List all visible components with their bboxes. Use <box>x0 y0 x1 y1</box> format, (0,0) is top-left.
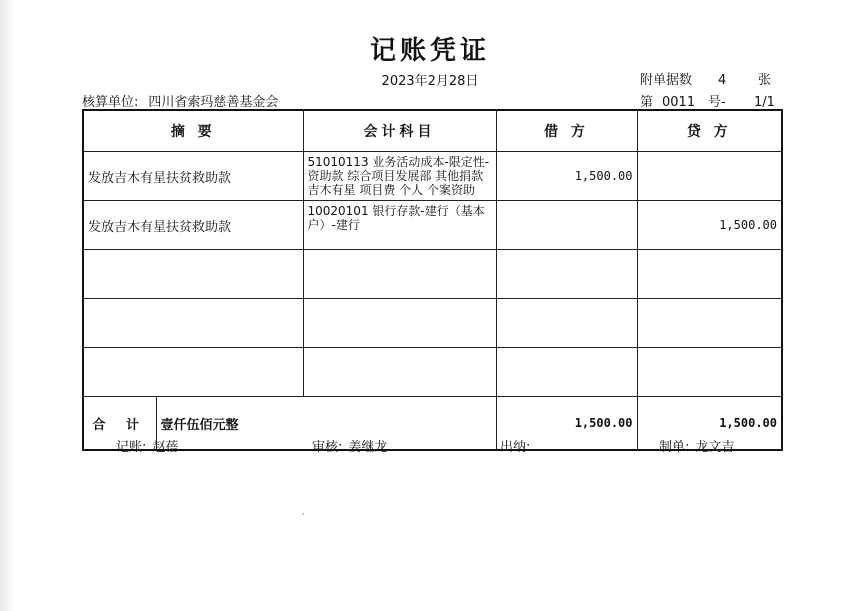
bookkeeper-label: 记账: <box>116 440 147 455</box>
total-credit: 1,500.00 <box>637 397 782 451</box>
row-account <box>303 348 496 397</box>
table-row <box>83 348 782 397</box>
attachments-number: 4 <box>718 73 727 88</box>
footer-preparer <box>659 436 734 455</box>
row-credit <box>637 152 782 201</box>
voucher-no: 0011 <box>662 95 696 110</box>
attachments-count <box>640 69 771 88</box>
row-debit <box>496 250 637 299</box>
reviewer-name: 姜继龙 <box>348 440 388 455</box>
row-summary <box>83 348 303 397</box>
row-summary: 发放吉木有星扶贫救助款 <box>83 152 303 201</box>
voucher-title: 记账凭证 <box>369 36 490 66</box>
header-credit: 贷 方 <box>637 110 782 152</box>
voucher-suffix: 号- <box>708 95 726 110</box>
row-account <box>303 299 496 348</box>
row-debit <box>496 348 637 397</box>
row-debit <box>496 299 637 348</box>
scan-speck <box>302 513 304 515</box>
ledger-table <box>82 109 783 451</box>
row-debit: 1,500.00 <box>496 152 637 201</box>
attachments-label: 附单据数 <box>640 73 693 88</box>
cashier-label: 出纳: <box>500 440 531 455</box>
table-row <box>83 201 782 250</box>
header-summary: 摘 要 <box>83 110 303 152</box>
voucher-prefix: 第 <box>640 95 654 110</box>
header-account: 会计科目 <box>303 110 496 152</box>
row-credit: 1,500.00 <box>637 201 782 250</box>
scan-edge-shadow <box>0 0 14 611</box>
row-debit <box>496 201 637 250</box>
accounting-unit <box>82 91 278 110</box>
accounting-unit-name: 四川省索玛慈善基金会 <box>148 95 279 110</box>
voucher-page: 1/1 <box>754 95 775 110</box>
voucher-number <box>640 91 775 110</box>
row-summary <box>83 299 303 348</box>
table-row <box>83 152 782 201</box>
row-credit <box>637 250 782 299</box>
row-account: 51010113 业务活动成本-限定性-资助款 综合项目发展部 其他捐款 吉木有星 项目费 个人 个案资助 <box>303 152 496 201</box>
row-summary <box>83 250 303 299</box>
footer-reviewer <box>312 436 387 455</box>
table-row <box>83 250 782 299</box>
attachments-unit: 张 <box>758 73 772 88</box>
row-credit <box>637 299 782 348</box>
header-debit: 借 方 <box>496 110 637 152</box>
total-label: 合 计 <box>83 397 156 451</box>
accounting-unit-label: 核算单位: <box>82 95 139 110</box>
voucher-date: 2023年2月28日 <box>381 74 479 89</box>
footer-cashier <box>500 436 536 455</box>
preparer-label: 制单: <box>659 440 690 455</box>
row-account <box>303 250 496 299</box>
total-debit: 1,500.00 <box>496 397 637 451</box>
total-in-words: 壹仟伍佰元整 <box>156 397 496 451</box>
reviewer-label: 审核: <box>312 440 343 455</box>
table-row <box>83 299 782 348</box>
row-summary: 发放吉木有星扶贫救助款 <box>83 201 303 250</box>
preparer-name: 龙文吉 <box>695 440 735 455</box>
table-header-row <box>83 110 782 152</box>
bookkeeper-name: 赵蓓 <box>152 440 179 455</box>
row-account: 10020101 银行存款-建行（基本户）-建行 <box>303 201 496 250</box>
row-credit <box>637 348 782 397</box>
footer-bookkeeper <box>116 436 178 455</box>
